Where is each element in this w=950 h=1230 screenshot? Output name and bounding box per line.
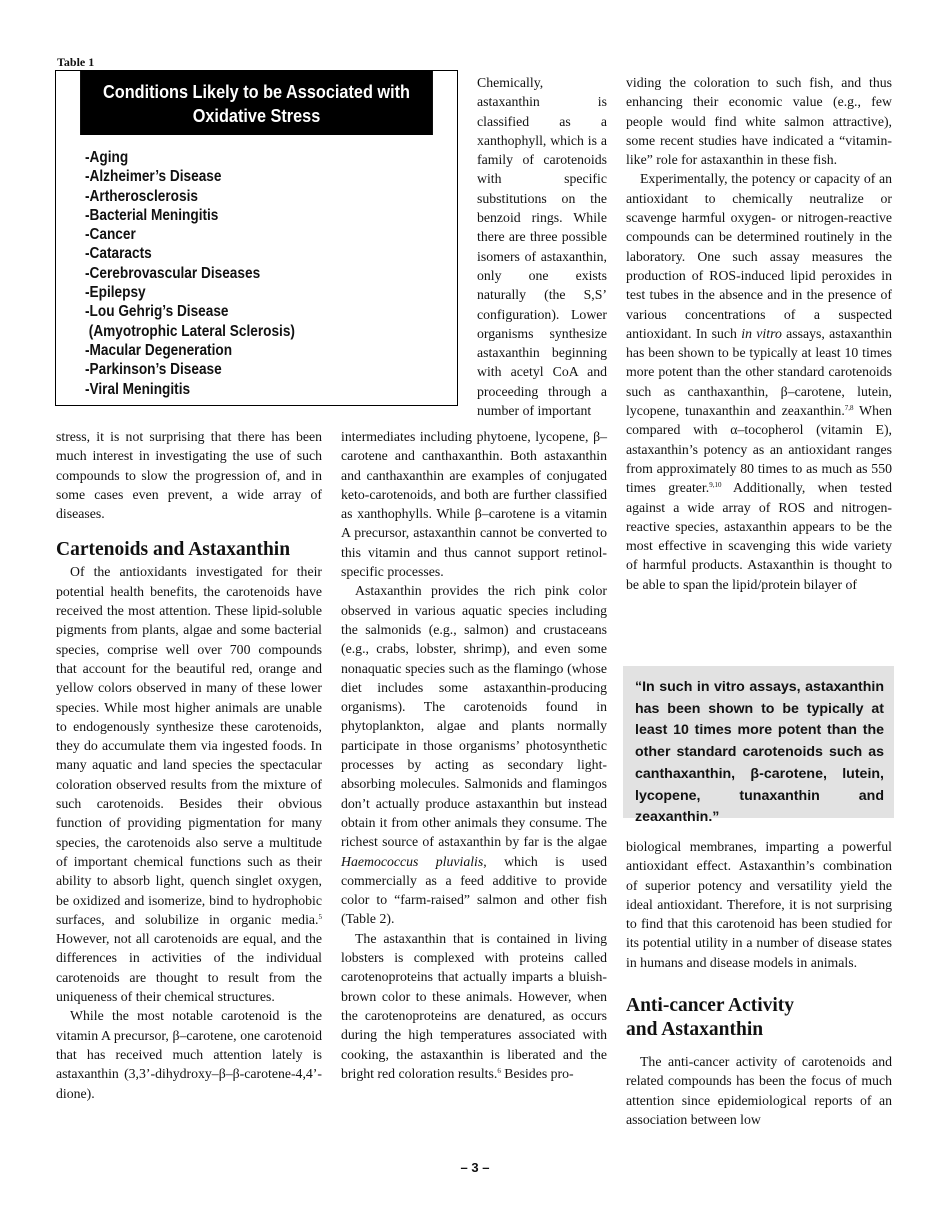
column-3-lower xyxy=(626,837,892,1129)
paragraph xyxy=(626,169,892,594)
text-run: Experimentally, the potency or capacity of an antioxidant to chemically neutralize or scavenge harmful oxygen- or nitrogen-reactive compounds can be determined routinely in the laboratory. One such assay measures the production of ROS-induced lipid peroxides in test tubes in the absence and in the presence of various concentrations of a suspected antioxidant. In such xyxy=(626,171,892,341)
text-run: Besides pro- xyxy=(500,1065,574,1081)
text-run: Of the antioxidants investigated for their potential health benefits, the carotenoids have received the most attention. These lipid-soluble pigments from plants, algae and some bacterial species, comprise well over 700 compounds that account for the beautiful red, orange and yellow colors observed in many of these lower species. While most higher animals are unable to endogenously synthesize these carotenoids, they do accumulate them via ingested foods. In many aquatic and land species the spectacular coloration observed results from the mixture of such carotenoids. Besides their obvious function of providing pigmentation for many species, the carotenoids also serve a multitude of important chemical functions such as their ability to absorb light, quench singlet oxygen, be oxidized and isomerize, bind to hydrophobic surfaces, and solubilize in organic media. xyxy=(56,564,322,927)
table-box xyxy=(55,70,458,406)
paragraph: stress, it is not surprising that there has been much interest in investigating the use of such compounds to slow the progression of, and in some cases even prevent, a wide array of diseases. xyxy=(56,429,322,522)
footnote-ref: 9,10 xyxy=(709,481,722,490)
footnote-ref: 6 xyxy=(497,1066,501,1075)
condition-item: -Aging xyxy=(85,149,129,166)
condition-item: -Bacterial Meningitis xyxy=(85,206,219,224)
condition-item: -Lou Gehrig’s Disease xyxy=(85,303,229,321)
section-heading: Cartenoids and Astaxanthin xyxy=(56,539,291,561)
text-run: The astaxanthin that is contained in living lobsters is complexed with proteins called carotenoproteins that actually imparts a bluish-brown color to these animals. However, when the carotenoproteins are denatured, as occurs during the high temperatures associated with cooking, the astaxanthin is liberated and the bright red coloration results. xyxy=(341,930,607,1081)
pull-quote-text: “In such in vitro assays, astaxanthin has been shown to be typically at least 10 times more potent than the other standard carotenoids such as canthaxanthin, β-carotene, lutein, lycopene, tunaxanthin and zeaxanthin.” xyxy=(635,679,884,826)
paragraph: viding the coloration to such fish, and thus enhancing their economic value (e.g., few people would find white salmon attractive), some recent studies have indicated a “vitamin-like” role for astaxanthin in these fish. xyxy=(626,75,892,168)
text-run: assays, astaxanthin has been shown to be typically at least 10 times more potent than the other standard carotenoids such as canthaxanthin, β–carotene, lutein, lycopene, tunaxanthin and zeaxanthin. xyxy=(626,325,893,419)
text-run: Astaxanthin provides the rich pink color observed in various aquatic species including the salmonids (e.g., salmon) and crustaceans (e.g., crabs, lobster, shrimp), and even some nonaquatic species such as the flamingo (whose diet includes some astaxanthin-producing organisms). The carotenoids found in phytoplankton, algae and plants normally participate in those organisms’ photosynthetic processes by acting as secondary light-absorbing molecules. Salmonids and flamingos don’t actually produce astaxanthin but instead obtain it from other animals they consume. The richest source of astaxanthin by far is the algae xyxy=(341,583,607,850)
condition-item: -Cataracts xyxy=(85,245,152,263)
condition-item: -Epilepsy xyxy=(85,284,146,302)
condition-item: -Cancer xyxy=(85,226,136,244)
column-2 xyxy=(341,427,607,1083)
condition-item: -Viral Meningitis xyxy=(85,380,191,398)
table-title-line: Oxidative Stress xyxy=(192,105,321,126)
condition-item: (Amyotrophic Lateral Sclerosis) xyxy=(85,322,295,340)
section-heading xyxy=(626,994,892,1042)
paragraph: biological membranes, imparting a powerful antioxidant effect. Astaxanthin’s combination of superior potency and versatility yield the ideal antioxidant. Therefore, it is not surprising to find that this carotenoid has been studied for its potential utility in a number of disease states in humans and disease models in animals. xyxy=(626,839,892,970)
condition-item: -Cerebrovascular Diseases xyxy=(85,264,261,282)
condition-item: -Alzheimer’s Disease xyxy=(85,168,222,186)
column-1 xyxy=(56,427,322,1103)
column-2-top xyxy=(477,73,607,420)
paragraph xyxy=(56,562,322,1006)
footnote-ref: 5 xyxy=(318,912,322,921)
section-heading-line: and Astaxanthin xyxy=(626,1019,764,1041)
table-title-line: Conditions Likely to be Associated with xyxy=(103,81,410,102)
text-run: Additionally, when tested against a wide array of ROS and nitrogen-reactive species, astaxanthin appears to be the most effective in scavenging this wide variety of harmful products. Astaxanthin is thought to be able to span the lipid/protein bilayer of xyxy=(626,480,892,592)
table-title xyxy=(80,71,433,135)
section-heading-line: Anti-cancer Activity xyxy=(626,995,795,1017)
pull-quote xyxy=(623,666,894,826)
table-label: Table 1 xyxy=(57,55,95,69)
emphasis: in vitro xyxy=(741,325,782,341)
page-number: – 3 – xyxy=(460,1160,490,1175)
paragraph: While the most notable carotenoid is the vitamin A precursor, β–carotene, one carotenoid that has received much attention lately is astaxanthin (3,3’-dihydroxy–β–β-carotene-4,4’-dione). xyxy=(56,1008,322,1101)
text-run: When compared with α–tocopherol (vitamin E), astaxanthin’s potency as an antioxidant ranges from approximately 80 times to as much as 550 times greater. xyxy=(626,403,892,496)
column-3-upper xyxy=(626,73,892,594)
condition-item: -Parkinson’s Disease xyxy=(85,361,222,379)
text-run: However, not all carotenoids are equal, and the differences in activities of the individual carotenoids are thought to result from the uniqueness of their chemical structures. xyxy=(56,931,322,1005)
paragraph xyxy=(341,581,607,928)
paragraph: intermediates including phytoene, lycopene, β–carotene and canthaxanthin. Both astaxanthin and canthaxanthin are examples of conjugated keto-carotenoids, and both are further classified as xanthophylls. While β–carotene is a vitamin A precursor, astaxanthin cannot be converted to this vitamin and thus cannot support retinol-specific processes. xyxy=(341,429,607,580)
paragraph: The anti-cancer activity of carotenoids and related compounds has been the focus of much attention since epidemiological reports of an association between low xyxy=(626,1054,892,1127)
species-name: Haemococcus pluvialis xyxy=(341,853,484,869)
condition-item: -Macular Degeneration xyxy=(85,341,233,359)
footnote-ref: 7,8 xyxy=(844,404,854,413)
paragraph xyxy=(341,929,607,1083)
condition-list xyxy=(85,148,295,399)
text-run: , which is used commercially as a feed additive to provide color to “farm-raised” salmon and other fish (Table 2). xyxy=(341,853,607,927)
paragraph: Chemically, astaxanthin is classified as a xanthophyll, which is a family of carotenoids with specific substitutions on the benzoid rings. While there are three possible isomers of astaxanthin, only one exists naturally (the S,S’ configuration). Lower organisms synthesize astaxanthin beginning with acetyl CoA and proceeding through a number of important xyxy=(477,75,607,419)
condition-item: -Artherosclerosis xyxy=(85,187,198,205)
